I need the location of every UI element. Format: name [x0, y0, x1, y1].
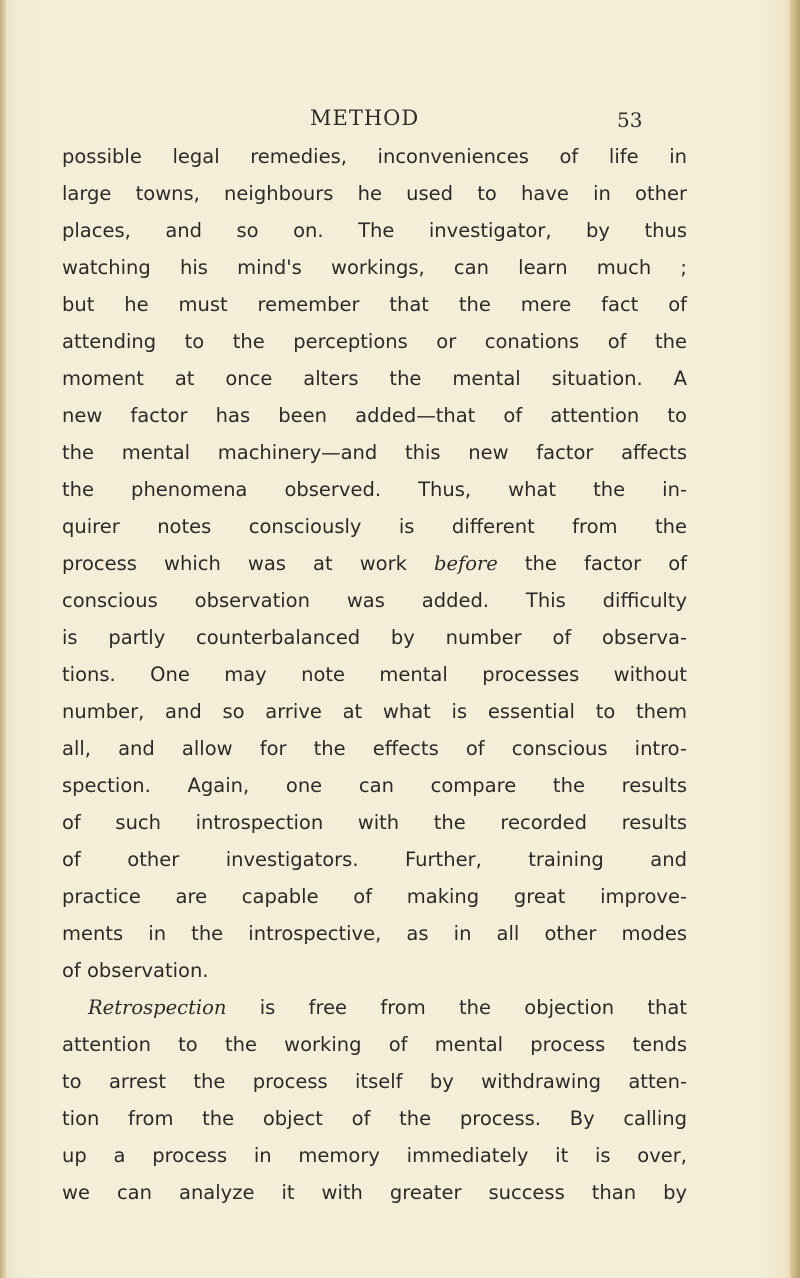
text-run: the factor of	[497, 552, 687, 575]
text-line: tions. One may note mental processes without	[62, 663, 687, 686]
text-line: all, and allow for the effects of conscious intro-	[62, 737, 687, 760]
text-line	[62, 545, 687, 582]
text-line: of such introspection with the recorded results	[62, 811, 687, 834]
text-line: ments in the introspective, as in all other modes	[62, 922, 687, 945]
text-run: process which was at work	[62, 552, 434, 575]
text-line: to arrest the process itself by withdrawing atten-	[62, 1070, 687, 1093]
text-line: up a process in memory immediately it is over,	[62, 1144, 687, 1167]
body-text	[62, 138, 687, 1211]
text-line: the mental machinery—and this new factor affects	[62, 441, 687, 464]
text-line: spection. Again, one can compare the results	[62, 774, 687, 797]
text-line: possible legal remedies, inconveniences of life in	[62, 145, 687, 168]
text-line: attention to the working of mental process tends	[62, 1033, 687, 1056]
text-line: moment at once alters the mental situation. A	[62, 367, 687, 390]
text-line: new factor has been added—that of attention to	[62, 404, 687, 427]
text-line: we can analyze it with greater success than by	[62, 1181, 687, 1204]
italic-emphasis: Retrospection	[88, 996, 227, 1019]
text-line: but he must remember that the mere fact of	[62, 293, 687, 316]
text-line: the phenomena observed. Thus, what the in-	[62, 478, 687, 501]
running-head-title: METHOD	[310, 106, 420, 130]
text-line: tion from the object of the process. By calling	[62, 1107, 687, 1130]
text-line: of other investigators. Further, training and	[62, 848, 687, 871]
text-line: watching his mind's workings, can learn much ;	[62, 256, 687, 279]
running-head	[0, 106, 800, 136]
text-line: places, and so on. The investigator, by thus	[62, 219, 687, 242]
text-line: attending to the perceptions or conations of the	[62, 330, 687, 353]
page-edge-right	[790, 0, 800, 1278]
text-run: is free from the objection that	[226, 996, 687, 1019]
text-line	[62, 989, 687, 1026]
text-line: number, and so arrive at what is essential to them	[62, 700, 687, 723]
text-line: is partly counterbalanced by number of observa-	[62, 626, 687, 649]
text-line: quirer notes consciously is different from the	[62, 515, 687, 538]
page-number: 53	[617, 108, 643, 132]
page-edge-left	[0, 0, 6, 1278]
text-line: conscious observation was added. This difficulty	[62, 589, 687, 612]
italic-emphasis: before	[433, 552, 498, 575]
text-line: practice are capable of making great improve-	[62, 885, 687, 908]
text-line: large towns, neighbours he used to have in other	[62, 182, 687, 205]
text-line: of observation.	[62, 959, 209, 982]
